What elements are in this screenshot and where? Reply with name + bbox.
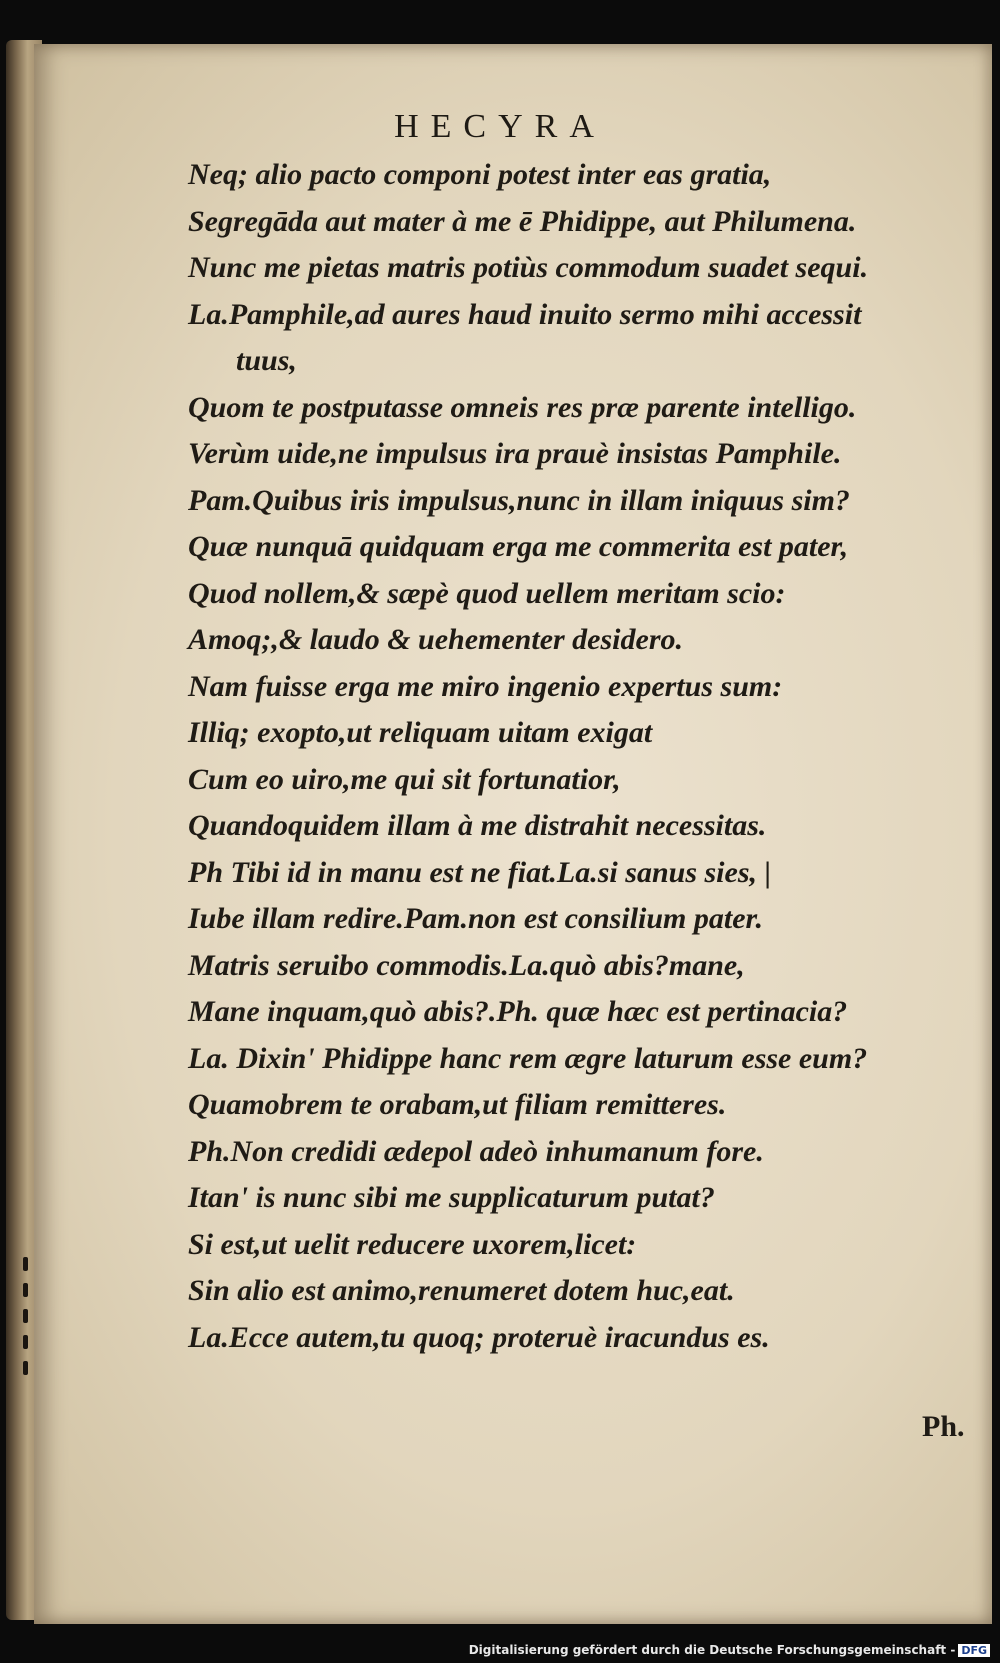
text-line: Nam fuisse erga me miro ingenio expertus sum: [188, 669, 783, 703]
text-line: Segregāda aut mater à me ē Phidippe, aut Philumena. [188, 204, 857, 238]
text-line: Itan' is nunc sibi me supplicaturum putat? [188, 1181, 715, 1214]
text-line: Iube illam redire.Pam.non est consilium pater. [188, 902, 764, 935]
text-line: La.Ecce autem,tu quoq; proteruè iracundus es. [188, 1320, 770, 1354]
text-line: Quandoquidem illam à me distrahit necessitas. [188, 809, 767, 842]
text-line: Amoq;,& laudo & uehementer desidero. [188, 623, 683, 656]
catchword: Ph. [922, 1410, 965, 1443]
text-line: Pam.Quibus iris impulsus,nunc in illam iniquus sim? [188, 483, 850, 517]
text-line: Si est,ut uelit reducere uxorem,licet: [188, 1227, 637, 1261]
text-line: La. Dixin' Phidippe hanc rem ægre laturum esse eum? [188, 1041, 868, 1075]
funding-credit [469, 1643, 990, 1657]
text-line: Quod nollem,& sæpè quod uellem meritam scio: [188, 576, 786, 610]
text-line: tuus, [236, 344, 297, 377]
margin-marks [16, 1245, 34, 1387]
text-line: Illiq; exopto,ut reliquam uitam exigat [188, 716, 653, 749]
text-line: Cum eo uiro,me qui sit fortunatior, [188, 762, 621, 796]
text-line: Neq; alio pacto componi potest inter eas gratia, [188, 158, 772, 191]
text-line: La.Pamphile,ad aures haud inuito sermo mihi accessit [188, 297, 862, 331]
text-line: Verùm uide,ne impulsus ira prauè insistas Pamphile. [188, 437, 842, 470]
funding-credit-text: Digitalisierung gefördert durch die Deutsche Forschungsgemeinschaft - [468, 1643, 956, 1657]
text-line: Matris seruibo commodis.La.quò abis?mane, [188, 948, 745, 982]
text-line: Mane inquam,quò abis?.Ph. quæ hæc est pertinacia? [188, 995, 848, 1028]
text-block [188, 152, 988, 1361]
running-head: HECYRA [394, 108, 606, 145]
text-line: Ph.Non credidi ædepol adeò inhumanum fore. [188, 1134, 764, 1168]
text-line: Sin alio est animo,renumeret dotem huc,eat. [188, 1274, 735, 1307]
text-line: Quæ nunquā quidquam erga me commerita est pater, [188, 530, 849, 563]
text-line: Quamobrem te orabam,ut filiam remitteres. [188, 1088, 727, 1121]
text-line: Ph Tibi id in manu est ne fiat.La.si sanus sies, | [188, 855, 772, 889]
dfg-logo: DFG [958, 1644, 990, 1657]
text-line: Quom te postputasse omneis res præ parente intelligo. [188, 390, 857, 424]
text-line: Nunc me pietas matris potiùs commodum suadet sequi. [188, 251, 869, 284]
footer-bar [0, 1627, 1000, 1663]
